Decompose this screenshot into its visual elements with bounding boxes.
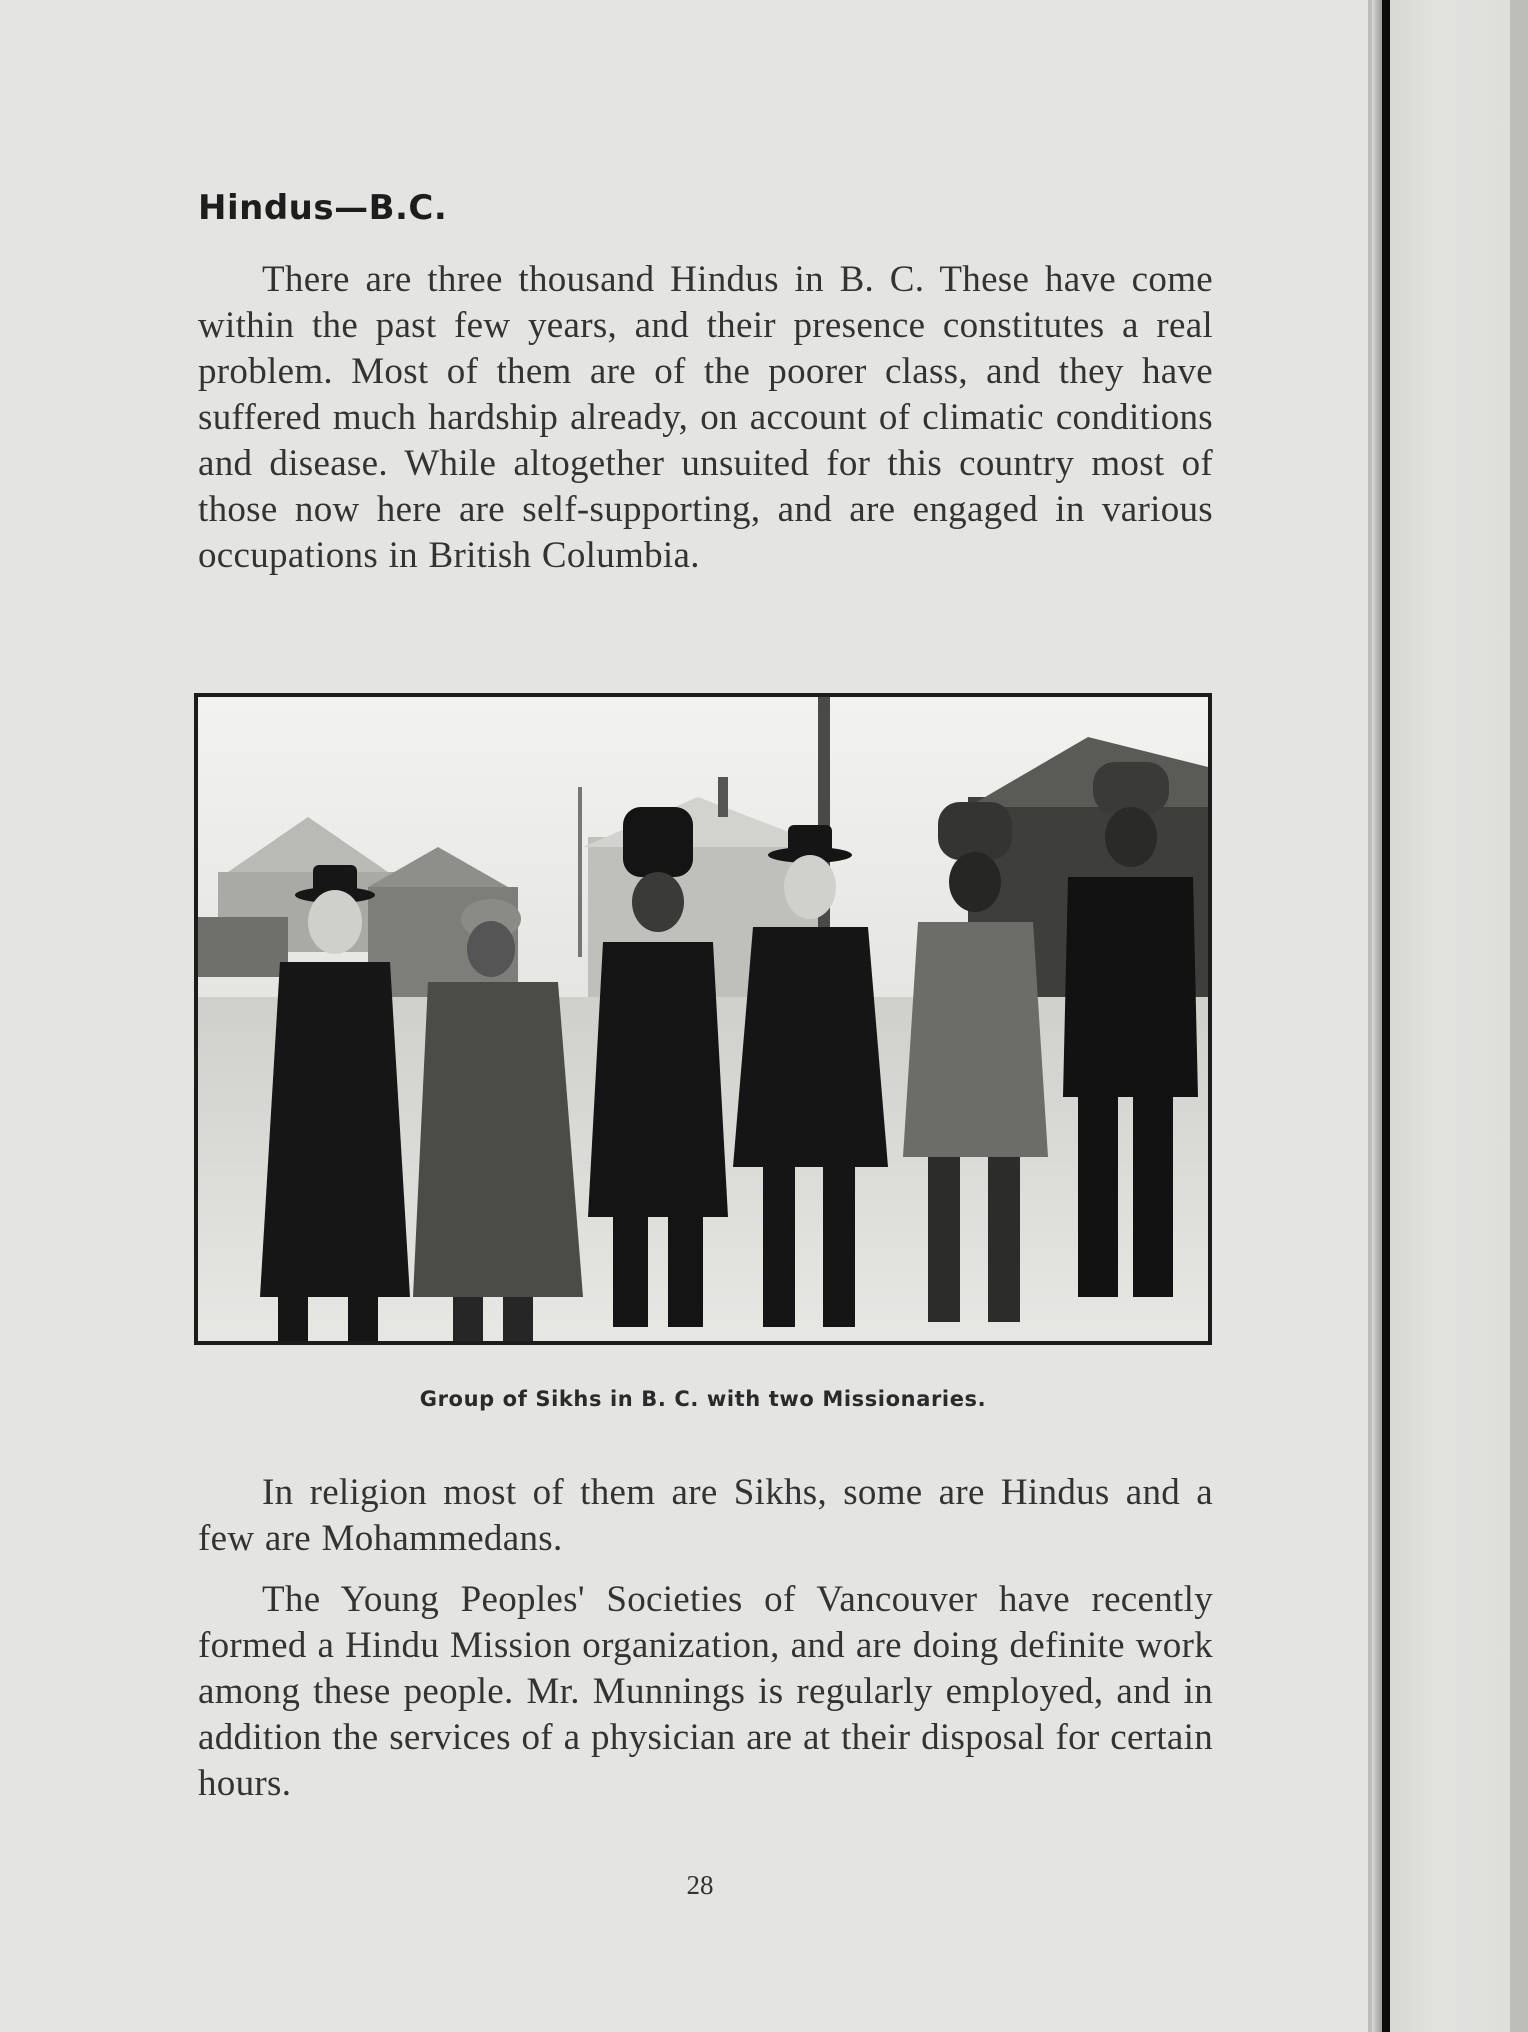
adjacent-page-edge (1390, 0, 1510, 2032)
section-heading: Hindus—B.C. (198, 188, 448, 228)
page-number: 28 (686, 1870, 714, 1900)
scan-border (1510, 0, 1528, 2032)
mission-paragraph: The Young Peoples' Societies of Vancouver have recently formed a Hindu Mission organization, and are doing definite work among these people. Mr. Munnings is regularly employed, and in addition the services of a physician are at their disposal for certain hours. (198, 1579, 1213, 1804)
photo-caption: Group of Sikhs in B. C. with two Missionaries. (419, 1387, 987, 1411)
page-edge (1372, 0, 1382, 2032)
intro-paragraph: There are three thousand Hindus in B. C. These have come within the past few years, and their presence constitutes a real problem. Most of them are of the poorer class, and they have suffered much hardship already, on account of climatic conditions and disease. While altogether unsuited for this country most of those now here are self-supporting, and are engaged in various occupations in British Columbia. (198, 259, 1213, 576)
religion-paragraph: In religion most of them are Sikhs, some are Hindus and a few are Mohammedans. (198, 1472, 1213, 1559)
group-photograph (194, 693, 1212, 1345)
